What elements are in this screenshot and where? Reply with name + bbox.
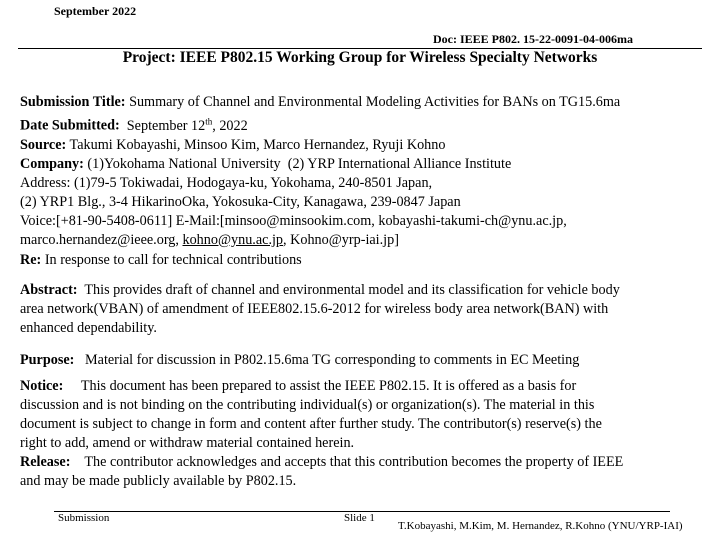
footer-submission: Submission bbox=[58, 512, 110, 524]
abstract-line-1: This provides draft of channel and environmental model and its classification for vehicle body bbox=[84, 282, 620, 298]
notice-section bbox=[20, 377, 710, 491]
project-title: Project: IEEE P802.15 Working Group for Wireless Specialty Networks bbox=[122, 49, 598, 66]
notice-line-3: document is subject to change in form and content after further study. The contributor(s) reserve(s) the bbox=[20, 416, 602, 432]
purpose-label: Purpose: bbox=[20, 352, 75, 368]
email-line: marco.hernandez@ieee.org, kohno@ynu.ac.jp, Kohno@yrp-iai.jp] bbox=[20, 231, 399, 248]
abstract-line-2: area network(VBAN) of amendment of IEEE802.15.6-2012 for wireless body area network(BAN) with bbox=[20, 301, 609, 317]
footer-slide-number: Slide 1 bbox=[344, 512, 375, 524]
company-value: (1)Yokohama National University (2) YRP International Alliance Institute bbox=[87, 155, 512, 172]
notice-line-4: right to add, amend or withdraw material contained herein. bbox=[20, 435, 355, 451]
notice-label: Notice: bbox=[20, 378, 64, 394]
submission-title-value: Summary of Channel and Environmental Modeling Activities for BANs on TG15.6ma bbox=[129, 94, 621, 110]
abstract-label: Abstract: bbox=[20, 282, 78, 298]
company-label: Company: bbox=[20, 155, 84, 172]
source-label: Source: bbox=[20, 136, 67, 153]
company-row bbox=[20, 155, 710, 174]
date-submitted-label: Date Submitted: bbox=[20, 117, 120, 134]
release-row bbox=[20, 453, 710, 472]
abstract-line-3: enhanced dependability. bbox=[20, 320, 157, 336]
footer-authors: T.Kobayashi, M.Kim, M. Hernandez, R.Kohno (YNU/YRP-IAI) bbox=[398, 520, 683, 532]
date-submitted-value: September 12th, 2022 bbox=[126, 116, 248, 134]
header-doc-id: Doc: IEEE P802. 15-22-0091-04-006ma bbox=[433, 32, 633, 46]
voice-email-line: Voice:[+81-90-5408-0611] E-Mail:[minsoo@minsookim.com, kobayashi-takumi-ch@ynu.ac.jp, bbox=[20, 212, 567, 229]
header-date: September 2022 bbox=[54, 4, 137, 18]
re-section bbox=[20, 251, 710, 270]
submission-title-row bbox=[20, 93, 710, 112]
kohno-email-link[interactable]: kohno@ynu.ac.jp bbox=[182, 231, 284, 248]
address-line-2: (2) YRP1 Blg., 3-4 HikarinoOka, Yokosuka-City, Kanagawa, 239-0847 Japan bbox=[20, 193, 461, 210]
re-value: In response to call for technical contributions bbox=[44, 252, 302, 268]
release-line-2: and may be made publicly available by P802.15. bbox=[20, 473, 297, 489]
re-label: Re: bbox=[20, 252, 42, 268]
address-line-1: Address: (1)79-5 Tokiwadai, Hodogaya-ku, Yokohama, 240-8501 Japan, bbox=[20, 174, 433, 191]
purpose-section bbox=[20, 351, 710, 370]
notice-line-1: This document has been prepared to assist the IEEE P802.15. It is offered as a basis for bbox=[80, 378, 577, 394]
release-line-1: The contributor acknowledges and accepts that this contribution becomes the property of IEEE bbox=[84, 454, 624, 470]
submission-title-label: Submission Title: bbox=[20, 94, 126, 110]
purpose-value: Material for discussion in P802.15.6ma TG corresponding to comments in EC Meeting bbox=[85, 352, 580, 368]
abstract-section bbox=[20, 281, 710, 338]
source-value: Takumi Kobayashi, Minsoo Kim, Marco Hernandez, Ryuji Kohno bbox=[69, 136, 446, 153]
source-row bbox=[20, 136, 710, 155]
date-submitted-row bbox=[20, 112, 710, 136]
submission-details bbox=[20, 93, 710, 250]
release-label: Release: bbox=[20, 454, 71, 470]
notice-line-2: discussion and is not binding on the contributing individual(s) or organization(s). The material in this bbox=[20, 397, 595, 413]
